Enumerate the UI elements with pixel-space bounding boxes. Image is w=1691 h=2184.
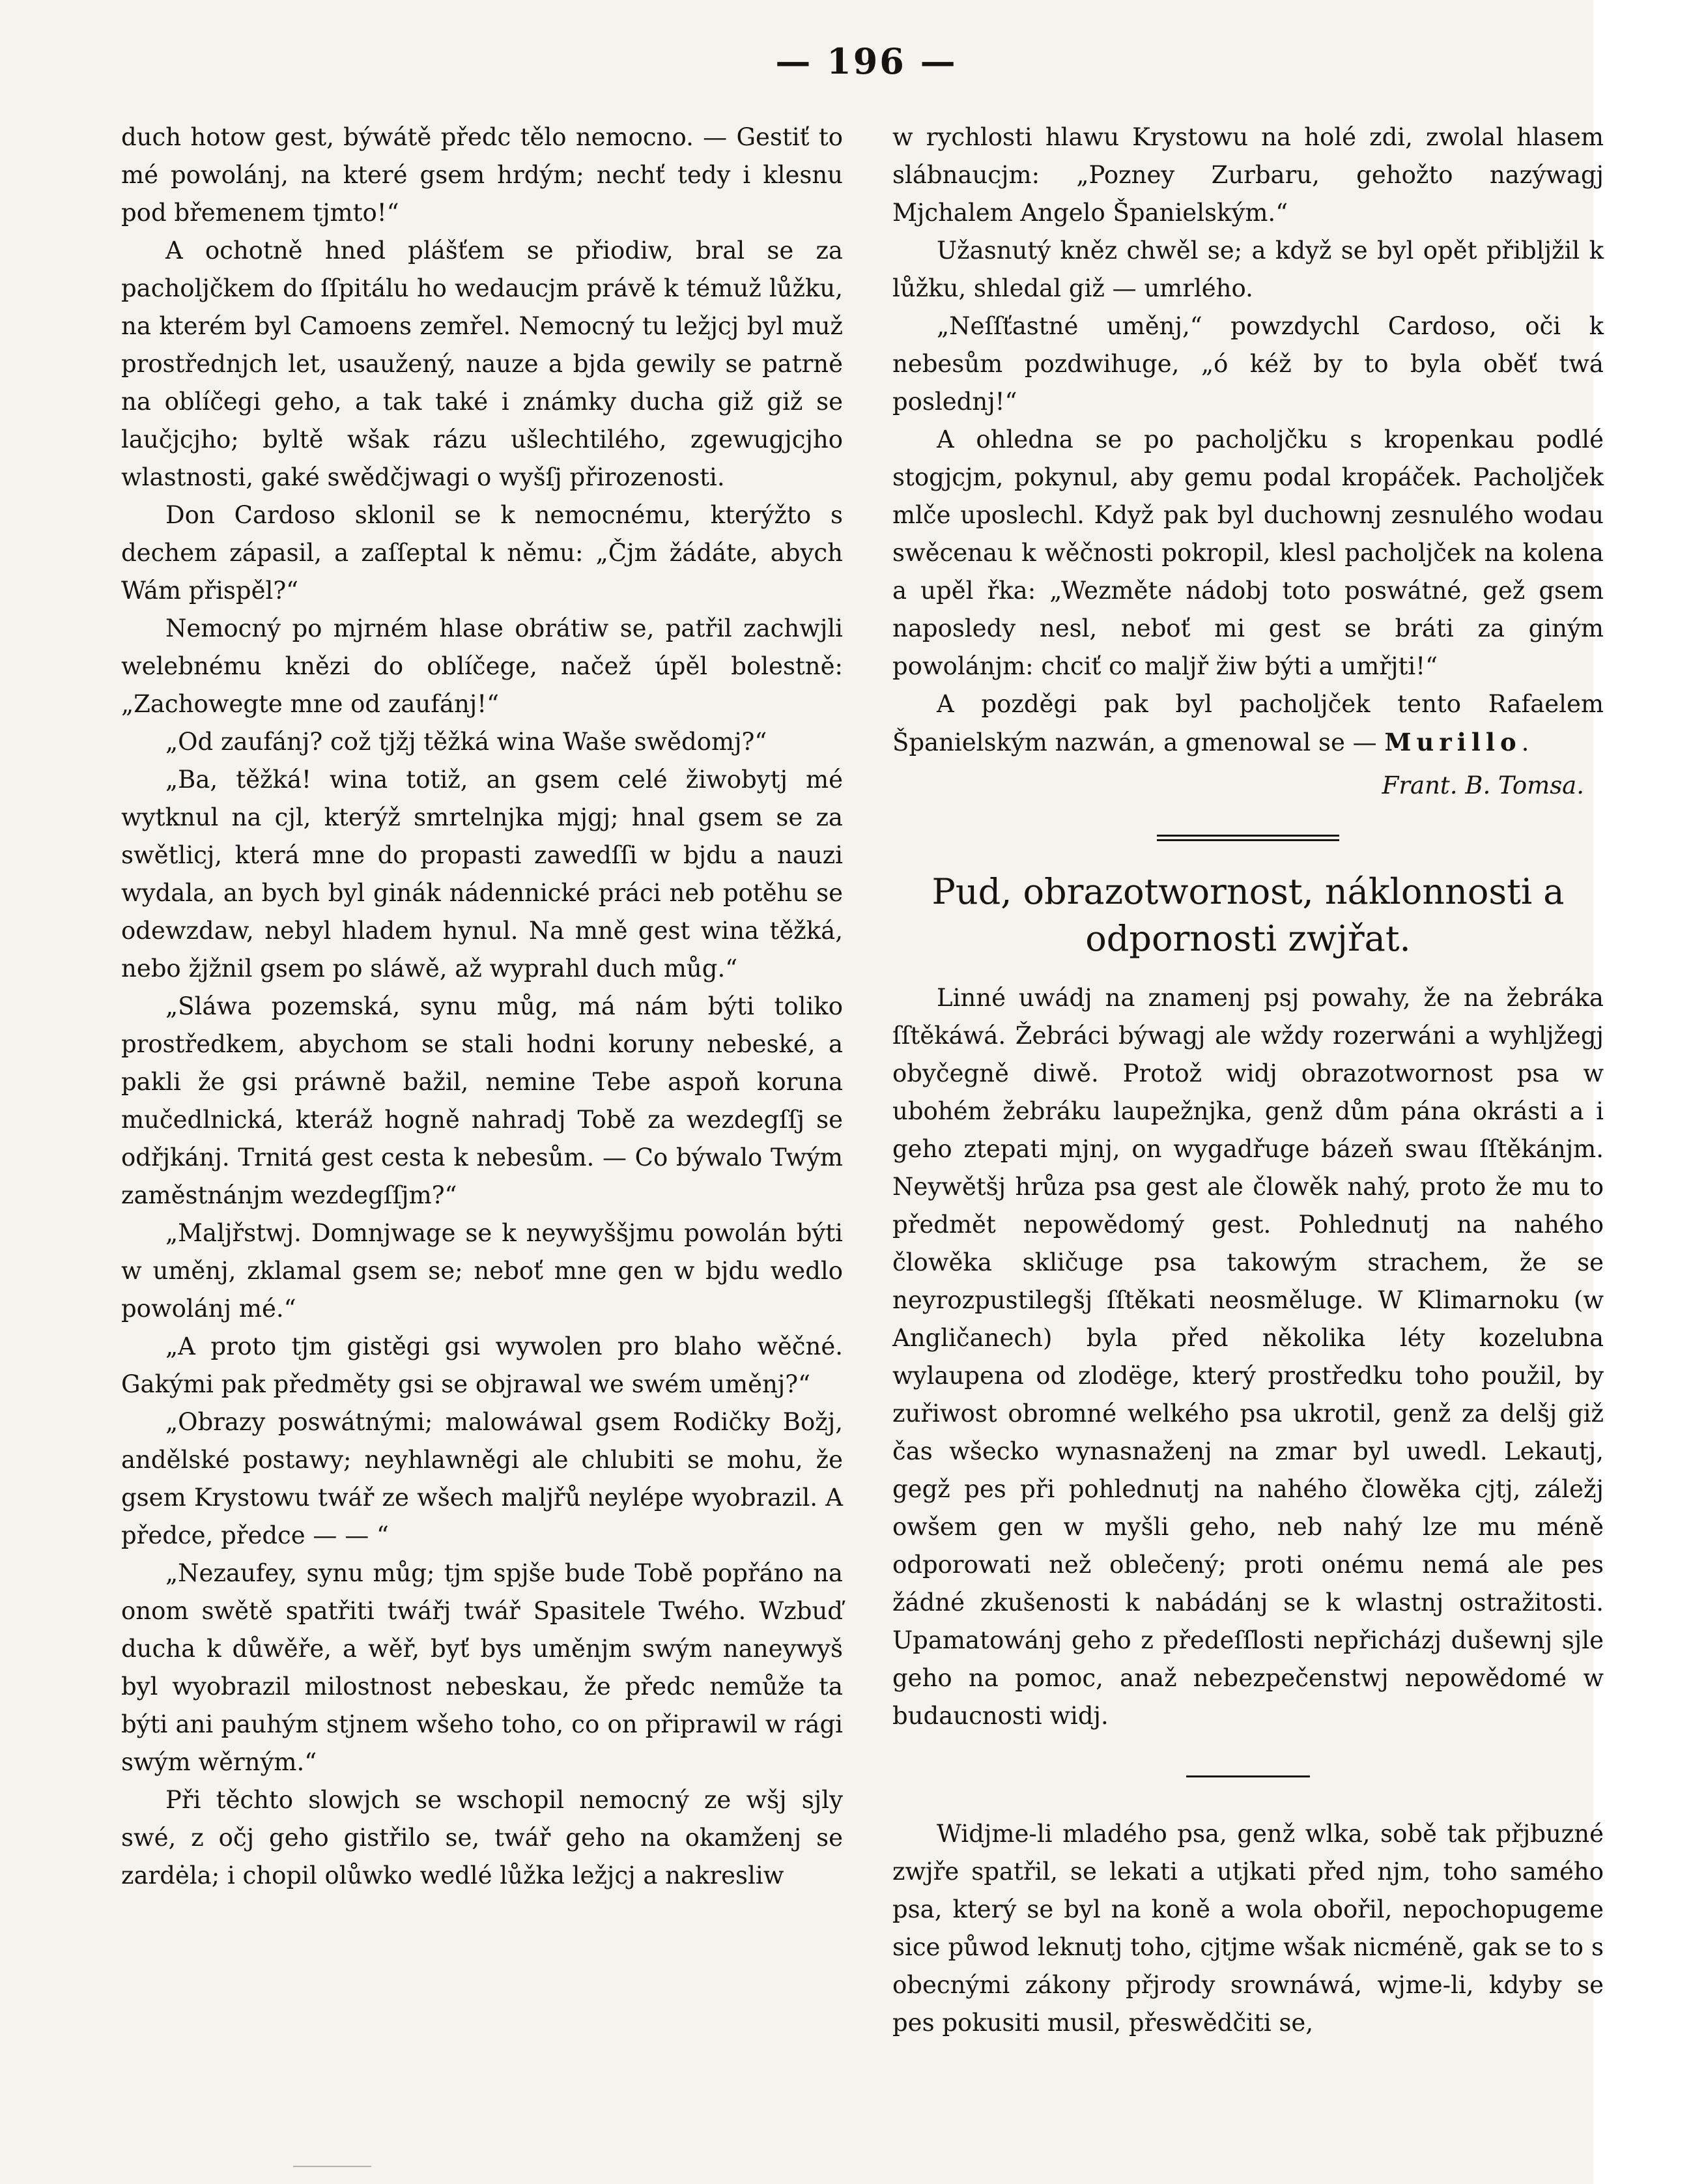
paragraph: w rychlosti hlawu Krystowu na holé zdi, zwolal hlasem slábnaucjm: „Pozney Zurbaru, gehožto nazýwagj Mjchalem Angelo Španielským.“ — [892, 123, 1604, 227]
paragraph: Užasnutý kněz chwěl se; a když se byl opět přiblјžil k lůžku, shledal giž — umrlého. — [892, 237, 1604, 302]
paragraph: „Malјřstwj. Domnjwage se k neywyššjmu powolán býti w uměnj, zklamal gsem se; neboť mne gen w bjdu wedlo powolánj mé.“ — [121, 1219, 843, 1323]
paragraph: Don Cardoso sklonil se k nemocnému, kterýžto s dechem zápasil, a zaſſeptal k němu: „Čjm žádáte, abych Wám přispěl?“ — [121, 501, 843, 605]
right-column — [892, 119, 1604, 2042]
author-signature: Frant. B. Tomsa. — [1382, 771, 1584, 799]
paragraph: Nemocný po mjrném hlase obrátiw se, patřil zachwjli welebnému knězi do oblíčege, načež úpěl bolestně: „Zachowegte mne od zaufánj!“ — [121, 614, 843, 718]
page-edge-mark — [293, 2166, 371, 2180]
paragraph: Widjme-li mladého psa, genž wlka, sobě tak přjbuzné zwjře spatřil, se lekati a utjkati před njm, toho samého psa, který se byl na koně a wola obořil, nepochopugeme sice půwod leknutj toho, cjtjme wšak nicméně, gak se to s obecnými zákony přjrody srownáwá, wjme-li, kdyby se pes pokusiti musil, přeswědčiti se, — [892, 1820, 1604, 2037]
page-number: — 196 — — [775, 40, 958, 82]
section-title: Pud, obrazotwornost, náklonnosti a odpornosti zwjřat. — [931, 871, 1565, 959]
section-continuation — [892, 1815, 1604, 2042]
paragraph: „A proto tjm gistěgi gsi wywolen pro blaho wěčné. Gakými pak předměty gsi se objrawal we swém uměnj?“ — [121, 1332, 843, 1398]
left-column — [121, 119, 843, 1895]
single-rule-divider — [1186, 1775, 1310, 1777]
paragraph: A ohledna se po pacholjčku s kropenkau podlé stogjcjm, pokynul, aby gemu podal kropáček. Pacholjček mlčе uposlechl. Když pak byl duchownj zesnulého wodau swěcenau k wěčnosti pokropil, klesl pacholjček na kolena a upěl řka: „Wezměte nádobj toto poswátné, gež gsem naposledy nesl, neboť mi gest se bráti za giným powolánjm: chciť co maljř žiw býti a umřjti!“ — [892, 425, 1604, 680]
paragraph: „Od zaufánj? což tjžj těžká wina Waše swědomj?“ — [165, 728, 767, 756]
paragraph: „Sláwa pozemská, synu můg, má nám býti toliko prostředkem, abychom se stali hodni koruny nebeské, a pakli že gsi práwně bažil, nemine Tebe aspoň koruna mučedlnická, kteráž hogně nahradj Tobě za wezdegſſj se odřjkánj. Trnitá gest cesta k nebesům. — Co býwalo Twým zaměstnánjm wezdegſſjm?“ — [121, 992, 843, 1209]
paragraph: „Obrazy poswátnými; malowáwal gsem Rodičky Božj, andělské postawy; neyhlawněgi ale chlubiti se mohu, že gsem Krystowu twář ze wšech malјřů neylépe wyobrazil. A předce, předce — — “ — [121, 1408, 843, 1549]
paragraph: duch hotow gest, býwátě předc tělo nemocno. — Gestiť to mé powolánj, na které gsem hrdým; nechť tedy i klesnu pod břemenem tjmto!“ — [121, 123, 843, 227]
paragraph: Linné uwádj na znamenj psj powahy, že na žebráka ſſtěkáwá. Žebráci býwagj ale wždy rozerwáni a wyhlјžegj obyčegně diwě. Protož widj obrazotwornost psa w ubohém žebráku laupežnjka, genž dům pána okrásti a i geho ztepati mjnj, on wygadřuge bázeň swau ſſtěkánjm. Neywětšj hrůza psa gest ale člowěk nahý, proto že mu to předmět nepowědomý gest. Pohlednutj na nahého člowěka skličuge psa takowým strachem, že se neyrozpustilegšj ſſtěkati neosměluge. W Klimarnoku (w Anglіčanech) byla před několika léty kozelubna wylaupena od zlodёge, který prostředku toho použil, by zuřiwost obromné welkého psa ukrotil, genž za delšj giž čas wšecko wynasnaženj na zmar byl uwedl. Lekautj, gegž pes při pohlednutj na nahého člowěka cjtj, záležj owšem gen w myšli geho, neb nahý lze mu méně odporowati než oblečený; proti onému nemá ale pes žádné zkušenosti k nabádánj se k wlastnj ostražitosti. Upamatowánj geho z předeſſlosti nepřicházj dušewnj sjle geho na pomoc, anaž nebezpečenstwj nepowědomé w budaucnosti widj. — [892, 984, 1604, 1730]
page-binding-margin — [1593, 0, 1691, 2184]
paragraph: „Ba, těžká! wina totiž, an gsem celé žiwobytj mé wytknul na cjl, kterýž smrtelnjka mjgj; hnal gsem se za swětlicj, která mne do propasti zawedſſi w bjdu a nauzi wydala, an bych byl ginák nádennické práci neb potěhu se odewzdaw, nebyl hladem hynul. Na mně gest wina těžká, nebo žjžnil gsem po sláwě, až wyprahl duch můg.“ — [121, 766, 843, 983]
paragraph: „Neſſťastné uměnj,“ powzdychl Cardoso, oči k nebesům pozdwihuge, „ó kéž by to byla oběť twá poslednj!“ — [892, 312, 1604, 416]
murillo-name: Murillo — [1384, 728, 1522, 756]
paragraph: A ochotně hned plášťem se přiodiw, bral se za pacholjčkem do ſſpitálu ho wedaucjm právě k témuž lůžku, na kterém byl Camoens zemřel. Nemocný tu ležjcj byl muž prostřednjch let, usaužený, nauze a bjda gewily se patrně na oblíčegi geho, a tak také i známky ducha giž giž se laučjcjho; byltě wšak rázu ušlechtilého, zgewugjcjho wlastnosti, gaké swědčjwagi o wyšſj přirozenosti. — [121, 237, 843, 491]
double-rule-divider — [1157, 835, 1339, 841]
story-ending — [892, 119, 1604, 685]
paragraph: „Nezaufey, synu můg; tjm spjše bude Tobě popřáno na onom swětě spatřiti twářj twář Spasitele Twého. Wzbuď ducha k důwěře, a wěř, byť bys uměnjm swým naneywyš byl wyobrazil milostnost nebeskau, že předc nemůže ta býti ani pauhým stjnem wšeho toho, co on připrawil w rági swým wěrným.“ — [121, 1559, 843, 1776]
murillo-paragraph: A pozděgi pak byl pacholjček tento Rafaelem Španielským nazwán, a gmenowal se — Murillo. — [892, 690, 1604, 756]
section-body — [892, 979, 1604, 1735]
paragraph: Při těchto slowjch se wschopil nemocný ze wšj sjly swé, z očj geho gistřilo se, twář geho na okamženj se zardėla; i chopil olůwko wedlé lůžka ležjcj a nakreslіw — [121, 1786, 843, 1889]
